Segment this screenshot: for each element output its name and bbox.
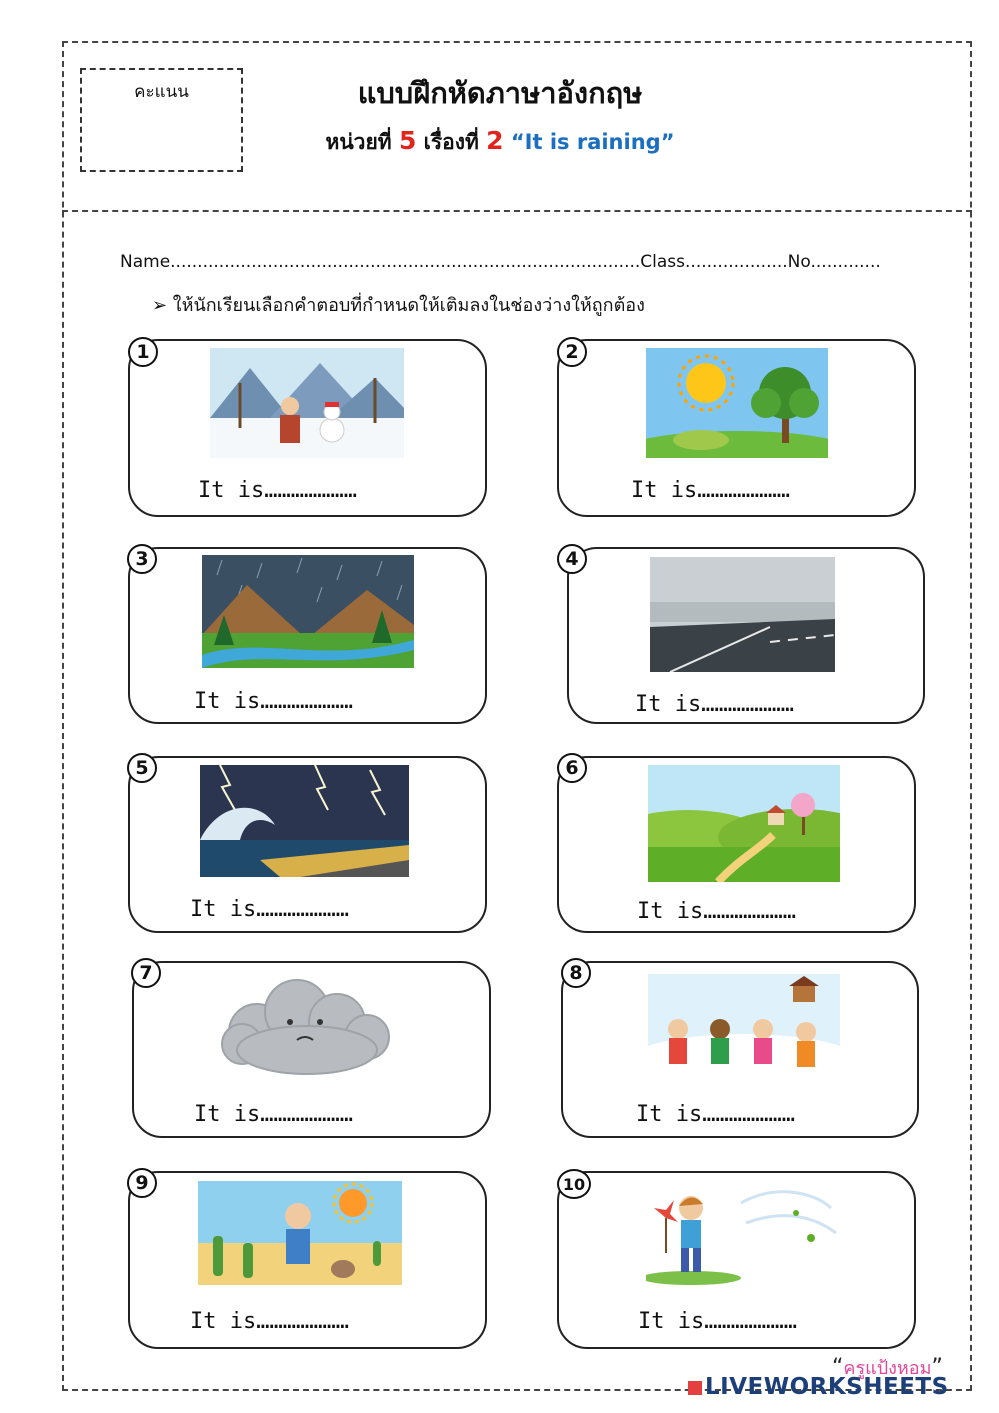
close-quote-icon: ” [931, 1355, 943, 1380]
score-label: คะแนน [134, 82, 189, 102]
answer-line-5[interactable]: It is………………… [190, 897, 349, 922]
cloudy-cloud-picture [212, 972, 398, 1080]
teacher-credit: “ครูแป้งหอม” [832, 1355, 943, 1380]
question-number-9: 9 [127, 1168, 157, 1198]
answer-line-2[interactable]: It is………………… [631, 478, 790, 503]
answer-line-8[interactable]: It is………………… [636, 1102, 795, 1127]
liveworksheets-logo: LIVEWORKSHEETS [688, 1374, 949, 1400]
header-divider [62, 210, 972, 212]
instruction: ➢ ให้นักเรียนเลือกคำตอบที่กำหนดให้เติมลงในช่องว่างให้ถูกต้อง [152, 295, 645, 316]
hot-desert-picture [198, 1181, 402, 1285]
stormy-lightning-picture [200, 765, 409, 877]
windy-boy-picture [646, 1178, 846, 1286]
lesson-title: “It is raining” [510, 130, 675, 154]
question-number-7: 7 [131, 958, 161, 988]
answer-line-7[interactable]: It is………………… [194, 1102, 353, 1127]
answer-line-1[interactable]: It is………………… [198, 478, 357, 503]
answer-line-10[interactable]: It is………………… [638, 1309, 797, 1334]
student-info-line[interactable]: Name.......................................................................................Class...................No............. [120, 252, 881, 272]
worksheet-title: แบบฝึกหัดภาษาอังกฤษ [357, 76, 643, 110]
answer-line-6[interactable]: It is………………… [637, 899, 796, 924]
question-number-5: 5 [127, 753, 157, 783]
question-number-2: 2 [557, 337, 587, 367]
foggy-road-picture [650, 557, 835, 672]
lesson-prefix: เรื่องที่ [423, 130, 479, 154]
unit-number: 5 [398, 126, 417, 155]
question-number-3: 3 [127, 544, 157, 574]
winter-kids-picture [648, 974, 840, 1082]
answer-line-9[interactable]: It is………………… [190, 1309, 349, 1334]
question-number-6: 6 [557, 753, 587, 783]
score-box [80, 68, 243, 172]
spring-meadow-picture [648, 765, 840, 882]
open-quote-icon: “ [832, 1355, 844, 1380]
unit-prefix: หน่วยที่ [325, 130, 392, 154]
snowy-winter-picture [210, 348, 404, 458]
question-number-8: 8 [561, 958, 591, 988]
sunny-tree-picture [646, 348, 828, 458]
rainy-river-picture [202, 555, 414, 668]
question-number-1: 1 [128, 337, 158, 367]
worksheet-subtitle [250, 126, 750, 159]
question-number-4: 4 [557, 544, 587, 574]
answer-line-3[interactable]: It is………………… [194, 689, 353, 714]
question-number-10: 10 [557, 1169, 591, 1199]
liveworksheets-logo-icon [688, 1381, 702, 1395]
lesson-number: 2 [486, 126, 504, 155]
answer-line-4[interactable]: It is………………… [635, 692, 794, 717]
